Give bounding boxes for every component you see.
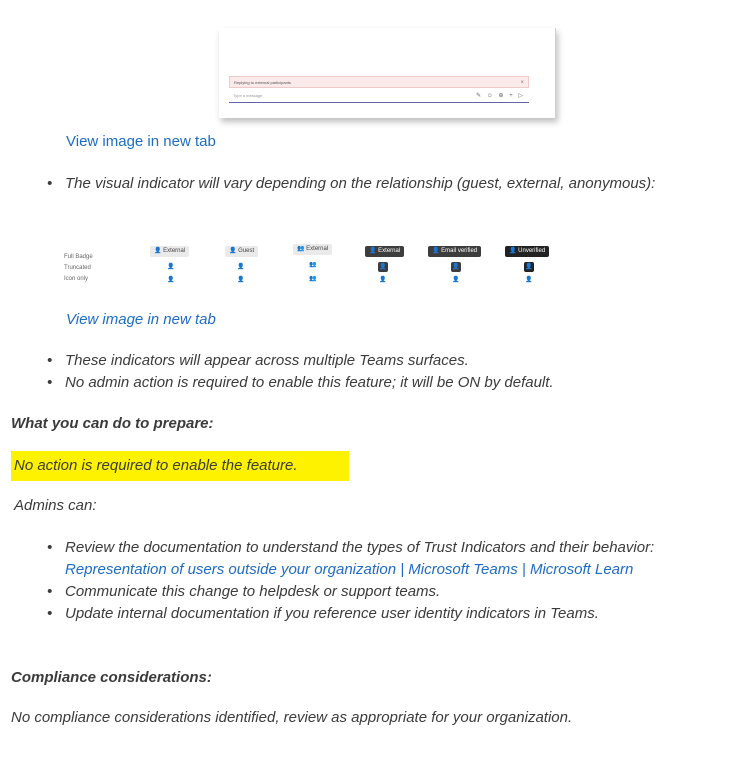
badge-guest: 👤 Guest (225, 246, 258, 257)
list-item: • Communicate this change to helpdesk or support teams. (47, 583, 441, 600)
row-label-truncated: Truncated (64, 265, 91, 271)
list-item: • These indicators will appear across multiple Teams surfaces. (47, 352, 469, 369)
person-icon: 👤 (167, 264, 175, 270)
compliance-heading: Compliance considerations: (11, 669, 212, 686)
bullet-list-b (47, 537, 705, 625)
person-icon: 👤 (229, 248, 237, 254)
list-item: • No admin action is required to enable this feature; it will be ON by default. (47, 374, 554, 391)
bullet-list-visual (47, 173, 705, 195)
compose-tools-icons: ✎ ☺ ⊕ + ▷ (476, 93, 525, 99)
compose-screenshot (219, 28, 556, 118)
person-icon: 👤 (154, 248, 162, 254)
external-warning-banner (229, 76, 529, 88)
person-icon: 👤 (237, 277, 245, 283)
person-icon: 👤 (379, 264, 387, 270)
badge-external-group: 👥 External (293, 244, 332, 255)
compliance-text: No compliance considerations identified, review as appropriate for your organization. (11, 709, 573, 726)
list-item: • Update internal documentation if you reference user identity indicators in Teams. (47, 605, 599, 622)
badge-external-light: 👤 External (150, 246, 189, 257)
people-icon: 👥 (297, 246, 305, 252)
trust-badges-image (64, 244, 564, 296)
person-icon: 👤 (379, 277, 387, 283)
person-icon: 👤 (167, 277, 175, 283)
bullet-list-a (47, 350, 715, 394)
badge-external-dark: 👤 External (365, 246, 404, 257)
external-warning-text: Replying to external participants (234, 80, 291, 85)
row-label-full: Full Badge (64, 254, 93, 260)
row-label-icon-only: Icon only (64, 276, 89, 282)
person-icon: 👤 (237, 264, 245, 270)
list-item: • The visual indicator will vary depending on the relationship (guest, external, anonymous): (47, 175, 656, 192)
person-icon: 👤 (525, 264, 533, 270)
close-icon: × (520, 80, 524, 86)
badge-unverified: 👤 Unverified (505, 246, 549, 257)
person-icon: 👤 (369, 248, 377, 254)
people-icon: 👥 (309, 262, 317, 268)
prepare-heading: What you can do to prepare: (11, 415, 214, 432)
view-image-link-2[interactable]: View image in new tab (66, 311, 216, 328)
no-action-text: No action is required to enable the feature. (14, 457, 298, 474)
person-check-icon: 👤 (432, 248, 440, 254)
bullet-visual-text: The visual indicator will vary depending on the relationship (guest, external, anonymous): (65, 175, 656, 192)
representation-link[interactable]: Representation of users outside your organization | Microsoft Teams | Microsoft Learn (65, 561, 634, 578)
person-check-icon: 👤 (452, 264, 460, 270)
message-compose-box (229, 89, 529, 103)
compose-placeholder: Type a message (233, 93, 263, 98)
person-check-icon: 👤 (452, 277, 460, 283)
person-icon: 👤 (509, 248, 517, 254)
admins-can-text: Admins can: (14, 497, 97, 514)
list-item: • Review the documentation to understand the types of Trust Indicators and their behavior: Representation of users outside your organization | Microsoft Teams | Microsoft Learn (47, 539, 655, 578)
view-image-link-1[interactable]: View image in new tab (66, 133, 216, 150)
person-icon: 👤 (525, 277, 533, 283)
people-icon: 👥 (309, 276, 317, 282)
badge-email-verified: 👤 Email verified (428, 246, 481, 257)
